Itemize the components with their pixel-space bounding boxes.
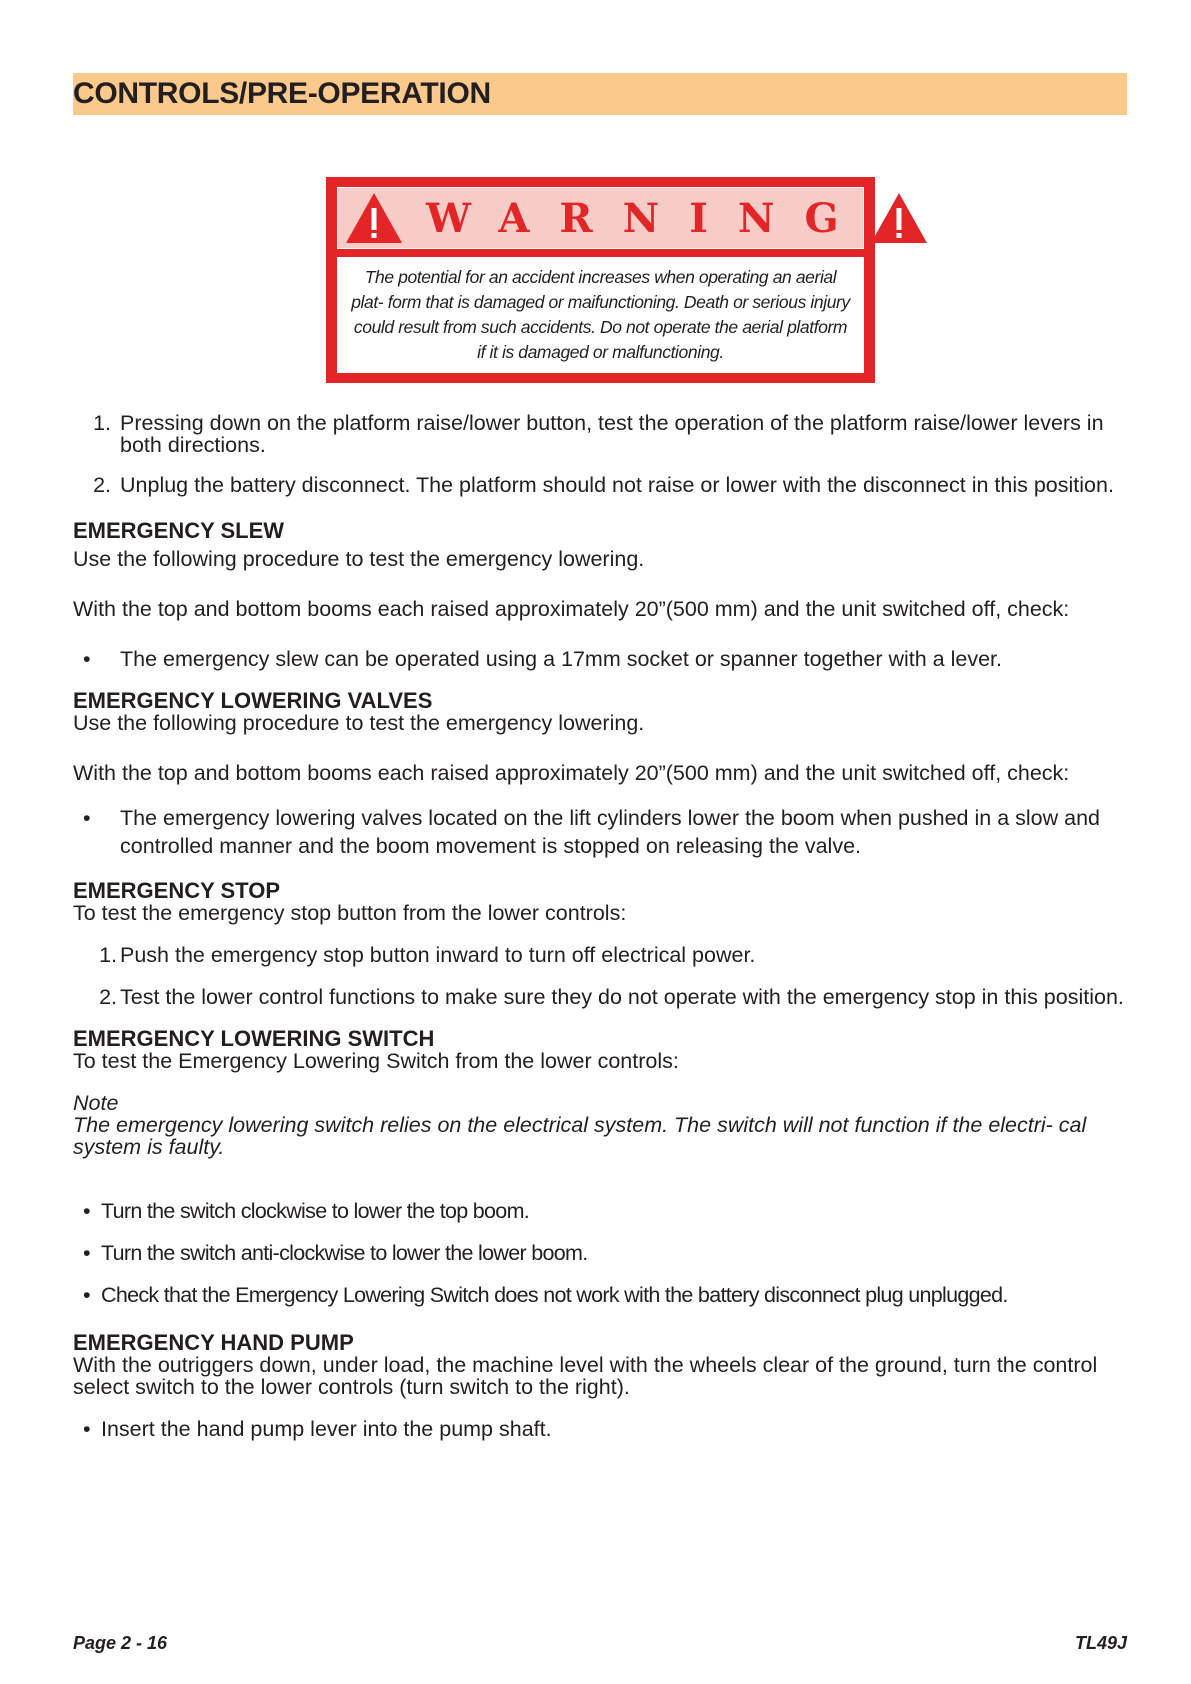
- section-heading-emergency-hand-pump: EMERGENCY HAND PUMP: [73, 1330, 354, 1355]
- paragraph: Use the following procedure to test the emergency lowering.: [73, 711, 645, 735]
- warning-body: [337, 257, 864, 373]
- paragraph: To test the emergency stop button from the lower controls:: [73, 901, 627, 925]
- list-item: • Turn the switch anti-clockwise to lower the lower boom.: [83, 1241, 588, 1265]
- paragraph: With the top and bottom booms each raised approximately 20”(500 mm) and the unit switched off, check:: [73, 597, 1070, 621]
- list-item: 1. Pressing down on the platform raise/lower button, test the operation of the platform raise/lower levers in both directions.: [93, 411, 1104, 457]
- paragraph: To test the Emergency Lowering Switch from the lower controls:: [73, 1049, 679, 1073]
- warning-header: [337, 187, 869, 249]
- list-item: 1. Push the emergency stop button inward to turn off electrical power.: [99, 943, 756, 967]
- section-heading-emergency-stop: EMERGENCY STOP: [73, 878, 281, 903]
- page-title: CONTROLS/PRE-OPERATION: [73, 77, 491, 110]
- page: [73, 73, 1127, 1441]
- list-item: 2. Test the lower control functions to make sure they do not operate with the emergency stop in this position.: [99, 985, 1124, 1009]
- paragraph: With the top and bottom booms each raised approximately 20”(500 mm) and the unit switched off, check:: [73, 761, 1070, 785]
- note-label: Note: [73, 1091, 119, 1115]
- page-footer: [73, 1633, 1127, 1654]
- section-heading-emergency-lowering-valves: EMERGENCY LOWERING VALVES: [73, 688, 433, 713]
- note-text: The emergency lowering switch relies on the electrical system. The switch will not function if the electri- cal system is faulty.: [73, 1113, 1087, 1159]
- list-item: 2. Unplug the battery disconnect. The platform should not raise or lower with the disconnect in this position.: [93, 473, 1114, 497]
- section-header-bar: [73, 73, 1127, 115]
- list-item: • The emergency slew can be operated using a 17mm socket or spanner together with a lever.: [83, 647, 1002, 671]
- warning-triangle-icon: [869, 191, 929, 245]
- model-code: TL49J: [1074, 1633, 1127, 1653]
- list-item: • Insert the hand pump lever into the pump shaft.: [83, 1417, 552, 1441]
- warning-triangle-icon: [344, 191, 404, 245]
- list-item: • Turn the switch clockwise to lower the top boom.: [83, 1199, 530, 1223]
- page-number: Page 2 - 16: [73, 1633, 168, 1653]
- warning-box: [326, 177, 875, 383]
- content: [73, 412, 1127, 1440]
- list-item: • Check that the Emergency Lowering Switch does not work with the battery disconnect plug unplugged.: [83, 1283, 1008, 1307]
- warning-title: WARNING: [426, 194, 869, 242]
- paragraph: With the outriggers down, under load, the machine level with the wheels clear of the ground, turn the control select switch to the lower controls (turn switch to the right).: [73, 1353, 1098, 1399]
- section-heading-emergency-slew: EMERGENCY SLEW: [73, 518, 285, 543]
- list-item: • The emergency lowering valves located on the lift cylinders lower the boom when pushed in a slow and controlled manner and the boom movement is stopped on releasing the valve.: [83, 806, 1100, 858]
- section-heading-emergency-lowering-switch: EMERGENCY LOWERING SWITCH: [73, 1026, 435, 1051]
- warning-text: The potential for an accident increases when operating an aerial plat- form that is damaged or maifunctioning. Death or serious injury could result from such accidents. Do not operate the aerial platform if it is damaged or malfunctioning.: [351, 267, 850, 362]
- paragraph: Use the following procedure to test the emergency lowering.: [73, 547, 645, 571]
